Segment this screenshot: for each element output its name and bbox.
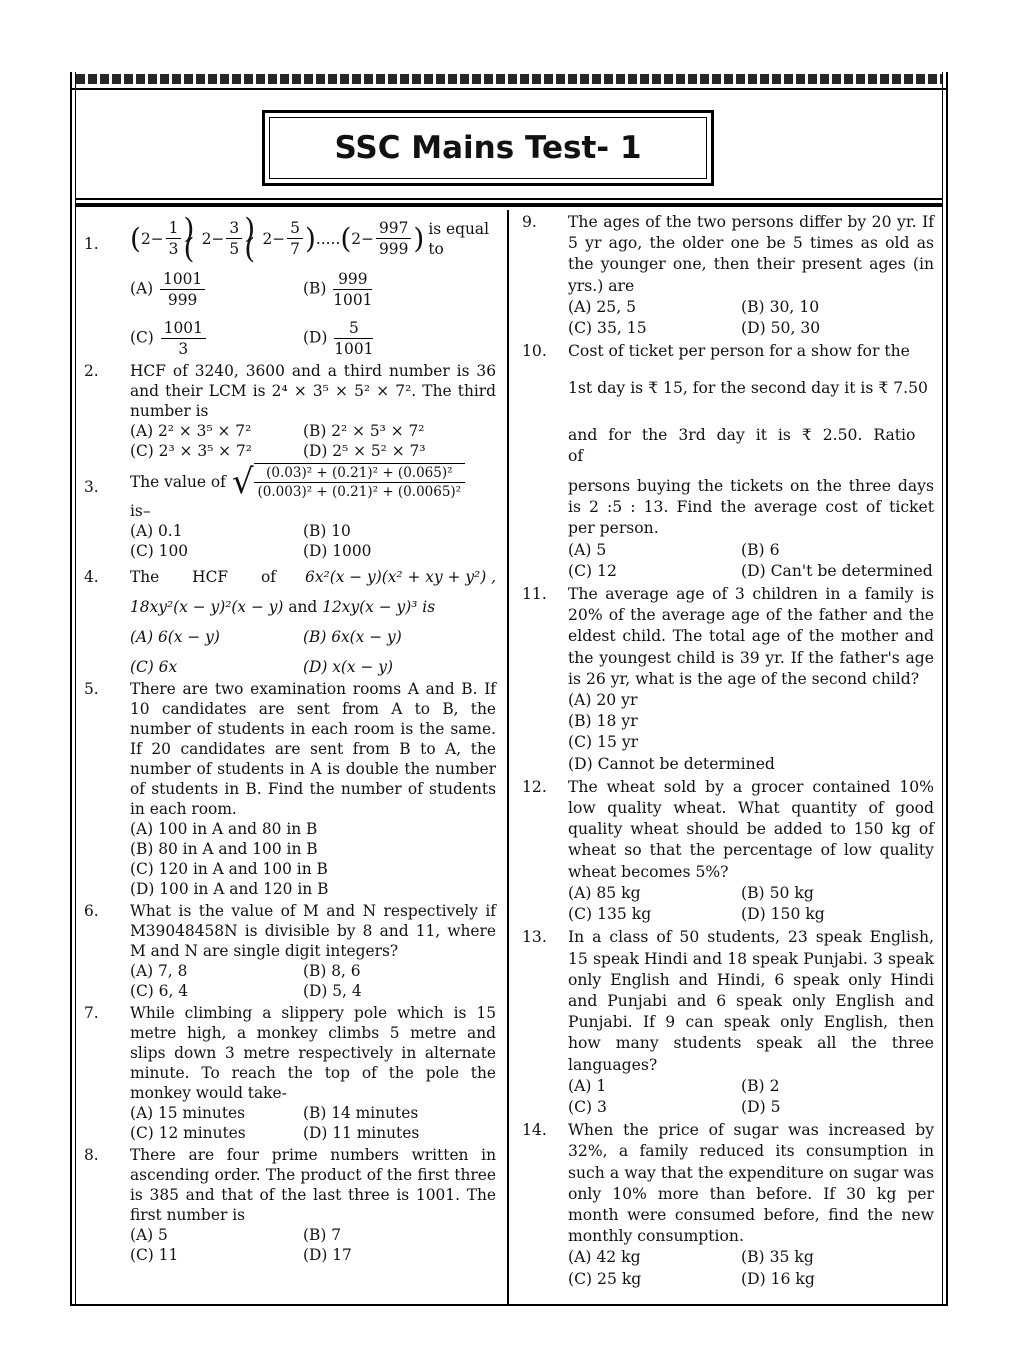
question-13: [520, 927, 934, 1118]
question-text-line: 1st day is ₹ 15, for the second day it is ₹ 7.50: [568, 379, 928, 398]
question-text: What is the value of M and N respectively if M39048458N is divisible by 8 and 11, where M and N are single digit integers?: [130, 902, 496, 960]
question-7: [82, 1003, 496, 1143]
question-1-expression: ( 2− $\frac{1}{3}$ )( 2− $\frac{3}{5}$ )( 2− $\frac{5}{7}$ ) ..... ( 2− $\frac{997}{999}$ ) is equal to: [130, 218, 496, 259]
option-d: (D) 16 kg: [741, 1269, 815, 1288]
question-text: HCF of 3240, 3600 and a third number is 36 and their LCM is 2⁴ × 3⁵ × 5² × 7². The third number is: [130, 362, 496, 420]
radical-sign: √: [231, 462, 254, 502]
option-d: (D) 17: [303, 1246, 352, 1264]
question-2: [82, 361, 496, 461]
question-text: The value of: [130, 473, 226, 491]
option-a: (A) 15 minutes: [130, 1104, 246, 1122]
question-text-end: is–: [130, 502, 151, 520]
header-rule-dashed: [76, 74, 942, 84]
option-d: (D) 100 in A and 120 in B: [130, 880, 329, 898]
option-d: (D) 5, 4: [303, 982, 362, 1000]
option-a: (A) 25, 5: [568, 297, 637, 316]
option-c: (C) 120 in A and 100 in B: [130, 860, 328, 878]
question-number: 1.: [84, 235, 99, 253]
footer-rule: [70, 1304, 948, 1306]
question-number: 7.: [84, 1004, 99, 1022]
title-rule-top: [76, 198, 942, 200]
page-frame: [70, 72, 948, 1306]
question-text: When the price of sugar was increased by 32%, a family reduced its consumption in such a way that the expenditure on sugar was only 10% more than before. If 30 kg per month were consumed before, find the new monthly consumption.: [568, 1121, 934, 1246]
option-c: (C) 2³ × 3⁵ × 7²: [130, 442, 252, 460]
option-b: (B) 30, 10: [741, 297, 820, 316]
options: [130, 1225, 496, 1265]
question-number: 5.: [84, 680, 99, 698]
option-d: (D) $\frac{5}{1001}$: [303, 319, 374, 358]
option-a: (A) 100 in A and 80 in B: [130, 820, 318, 838]
question-11: [520, 584, 934, 775]
right-column: [520, 212, 934, 1292]
question-number: 6.: [84, 902, 99, 920]
option-c: (C) 25 kg: [568, 1269, 642, 1288]
option-a: (A) 5: [568, 540, 607, 559]
option-a: (A) 2² × 3⁵ × 7²: [130, 422, 252, 440]
options: [130, 961, 496, 1001]
option-c: (C) $\frac{1001}{3}$: [130, 318, 303, 359]
option-a: (A) 1: [568, 1076, 607, 1095]
fraction: $\frac{997}{999}$: [376, 218, 411, 259]
option-c: (C) 11: [130, 1246, 179, 1264]
expression: 18xy²(x − y)²(x − y): [130, 598, 284, 616]
question-number: 8.: [84, 1146, 99, 1164]
option-b: (B) 2: [741, 1076, 780, 1095]
question-3: [82, 463, 496, 561]
title-rule-bottom: [76, 203, 942, 207]
left-border-inner: [75, 72, 76, 1306]
question-9: [520, 212, 934, 339]
question-text: In a class of 50 students, 23 speak English, 15 speak Hindi and 18 speak Punjabi. 3 speak only English and Hindi, 6 speak only Hindi and Punjabi and 6 speak only English and Punjabi. If 9 can speak only English, then how many students speak all the three languages?: [568, 928, 934, 1074]
question-text: There are four prime numbers written in ascending order. The product of the first three is 385 and that of the last three is 1001. The first number is: [130, 1146, 496, 1224]
left-column: [82, 212, 496, 1267]
page-title: SSC Mains Test- 1: [269, 117, 707, 179]
option-d: (D) x(x − y): [303, 658, 393, 676]
left-border: [70, 72, 72, 1306]
right-border-inner: [942, 72, 943, 1306]
option-a: (A) 6(x − y): [130, 628, 220, 646]
options: [130, 1103, 496, 1143]
options: [130, 421, 496, 461]
question-text: is equal to: [428, 219, 489, 258]
expression: 6x²(x − y)(x² + xy + y²) ,: [305, 568, 496, 586]
question-text: The average age of 3 children in a family is 20% of the average age of the father and the eldest child. The total age of the mother and the youngest child is 39 yr. If the father's age is 26 yr, what is the age of the second child?: [568, 585, 934, 688]
option-a: (A) 85 kg: [568, 883, 641, 902]
option-b: (B) 18 yr: [568, 712, 638, 731]
options: [130, 627, 496, 677]
question-1: [82, 212, 496, 359]
option-c: (C) 6, 4: [130, 982, 189, 1000]
question-6: [82, 901, 496, 1001]
question-text: The ages of the two persons differ by 20 yr. If 5 yr ago, the older one be 5 times as old as the younger one, then their present ages (in yrs.) are: [568, 213, 934, 295]
question-number: 4.: [84, 568, 99, 586]
options: [568, 883, 934, 925]
option-b: (B) 10: [303, 522, 351, 540]
conjunction: and: [288, 598, 318, 616]
option-b: (B) 80 in A and 100 in B: [130, 840, 318, 858]
question-number: 2.: [84, 362, 99, 380]
option-b: (B) 2² × 5³ × 7²: [303, 422, 425, 440]
question-10: [520, 341, 934, 582]
options: [130, 269, 496, 359]
column-divider: [507, 210, 509, 1306]
option-a: (A) 5: [130, 1226, 168, 1244]
option-d: (D) Can't be determined: [741, 561, 933, 580]
question-8: [82, 1145, 496, 1265]
question-number: 14.: [522, 1121, 547, 1140]
question-text-line: persons buying the tickets on the three days is 2 :5 : 13. Find the average cost of ticket per person.: [568, 477, 934, 538]
option-a: (A) 0.1: [130, 522, 183, 540]
option-c: (C) 12: [568, 561, 617, 580]
option-a: (A) 7, 8: [130, 962, 188, 980]
question-number: 11.: [522, 585, 547, 604]
option-b: (B) 7: [303, 1226, 342, 1244]
option-b: (B) 6: [741, 540, 780, 559]
option-a: (A) 42 kg: [568, 1248, 641, 1267]
question-number: 3.: [84, 478, 99, 496]
fraction: $\frac{5}{7}$: [287, 218, 303, 259]
option-b: (B) 35 kg: [741, 1248, 814, 1267]
option-d: (D) 150 kg: [741, 905, 825, 924]
question-text-line: and for the 3rd day it is ₹ 2.50. Ratio of: [568, 425, 916, 465]
question-number: 12.: [522, 777, 547, 796]
options: [568, 1076, 934, 1118]
radical-expression: (0.03)² + (0.21)² + (0.065)² (0.003)² + (0.21)² + (0.0065)²: [254, 463, 466, 501]
question-text: While climbing a slippery pole which is 15 metre high, a monkey climbs 5 metre and slips down 3 metre respectively in alternate minute. To reach the top of the pole the monkey would take-: [130, 1004, 496, 1102]
question-12: [520, 777, 934, 925]
fraction: $\frac{1}{3}$: [166, 218, 182, 259]
header-rule: [70, 88, 948, 90]
question-text: The wheat sold by a grocer contained 10% low quality wheat. What quantity of good quality wheat should be added to 150 kg of wheat so that the percentage of low quality wheat becomes 5%?: [568, 777, 934, 881]
question-text: The HCF of: [130, 568, 276, 586]
option-b: (B) $\frac{999}{1001}$: [303, 270, 373, 309]
question-5: [82, 679, 496, 899]
option-b: (B) 50 kg: [741, 883, 814, 902]
question-text: Cost of ticket per person for a show for the: [568, 342, 910, 361]
option-c: (C) 12 minutes: [130, 1124, 246, 1142]
option-d: (D) 2⁵ × 5² × 7³: [303, 442, 426, 460]
question-14: [520, 1120, 934, 1290]
question-4: [82, 567, 496, 677]
option-c: (C) 35, 15: [568, 319, 647, 338]
option-c: (C) 6x: [130, 658, 178, 676]
options: [568, 540, 934, 582]
option-a: (A) 20 yr: [568, 691, 638, 710]
options: [130, 521, 496, 561]
question-number: 9.: [522, 213, 537, 231]
question-number: 10.: [522, 342, 547, 361]
option-d: (D) 1000: [303, 542, 372, 560]
title-box: [262, 110, 714, 186]
option-c: (C) 135 kg: [568, 905, 652, 924]
expression: 12xy(x − y)³ is: [322, 598, 436, 616]
option-d: (D) 5: [741, 1097, 781, 1116]
option-d: (D) 50, 30: [741, 319, 821, 338]
options: [568, 297, 934, 339]
option-c: (C) 100: [130, 542, 189, 560]
option-a: (A) $\frac{1001}{999}$: [130, 269, 303, 310]
right-border: [946, 72, 948, 1306]
question-number: 13.: [522, 928, 547, 947]
question-text: There are two examination rooms A and B. If 10 candidates are sent from A to B, the number of students in each room is the same. If 20 candidates are sent from B to A, the number of students in A is double the number of students in B. Find the number of students in each room.: [130, 680, 496, 818]
option-b: (B) 6x(x − y): [303, 628, 402, 646]
fraction: $\frac{3}{5}$: [226, 218, 242, 259]
option-d: (D) Cannot be determined: [568, 754, 775, 773]
option-d: (D) 11 minutes: [303, 1124, 420, 1142]
option-b: (B) 14 minutes: [303, 1104, 419, 1122]
options: [568, 1247, 934, 1289]
option-b: (B) 8, 6: [303, 962, 361, 980]
option-c: (C) 15 yr: [568, 733, 639, 752]
option-c: (C) 3: [568, 1097, 607, 1116]
